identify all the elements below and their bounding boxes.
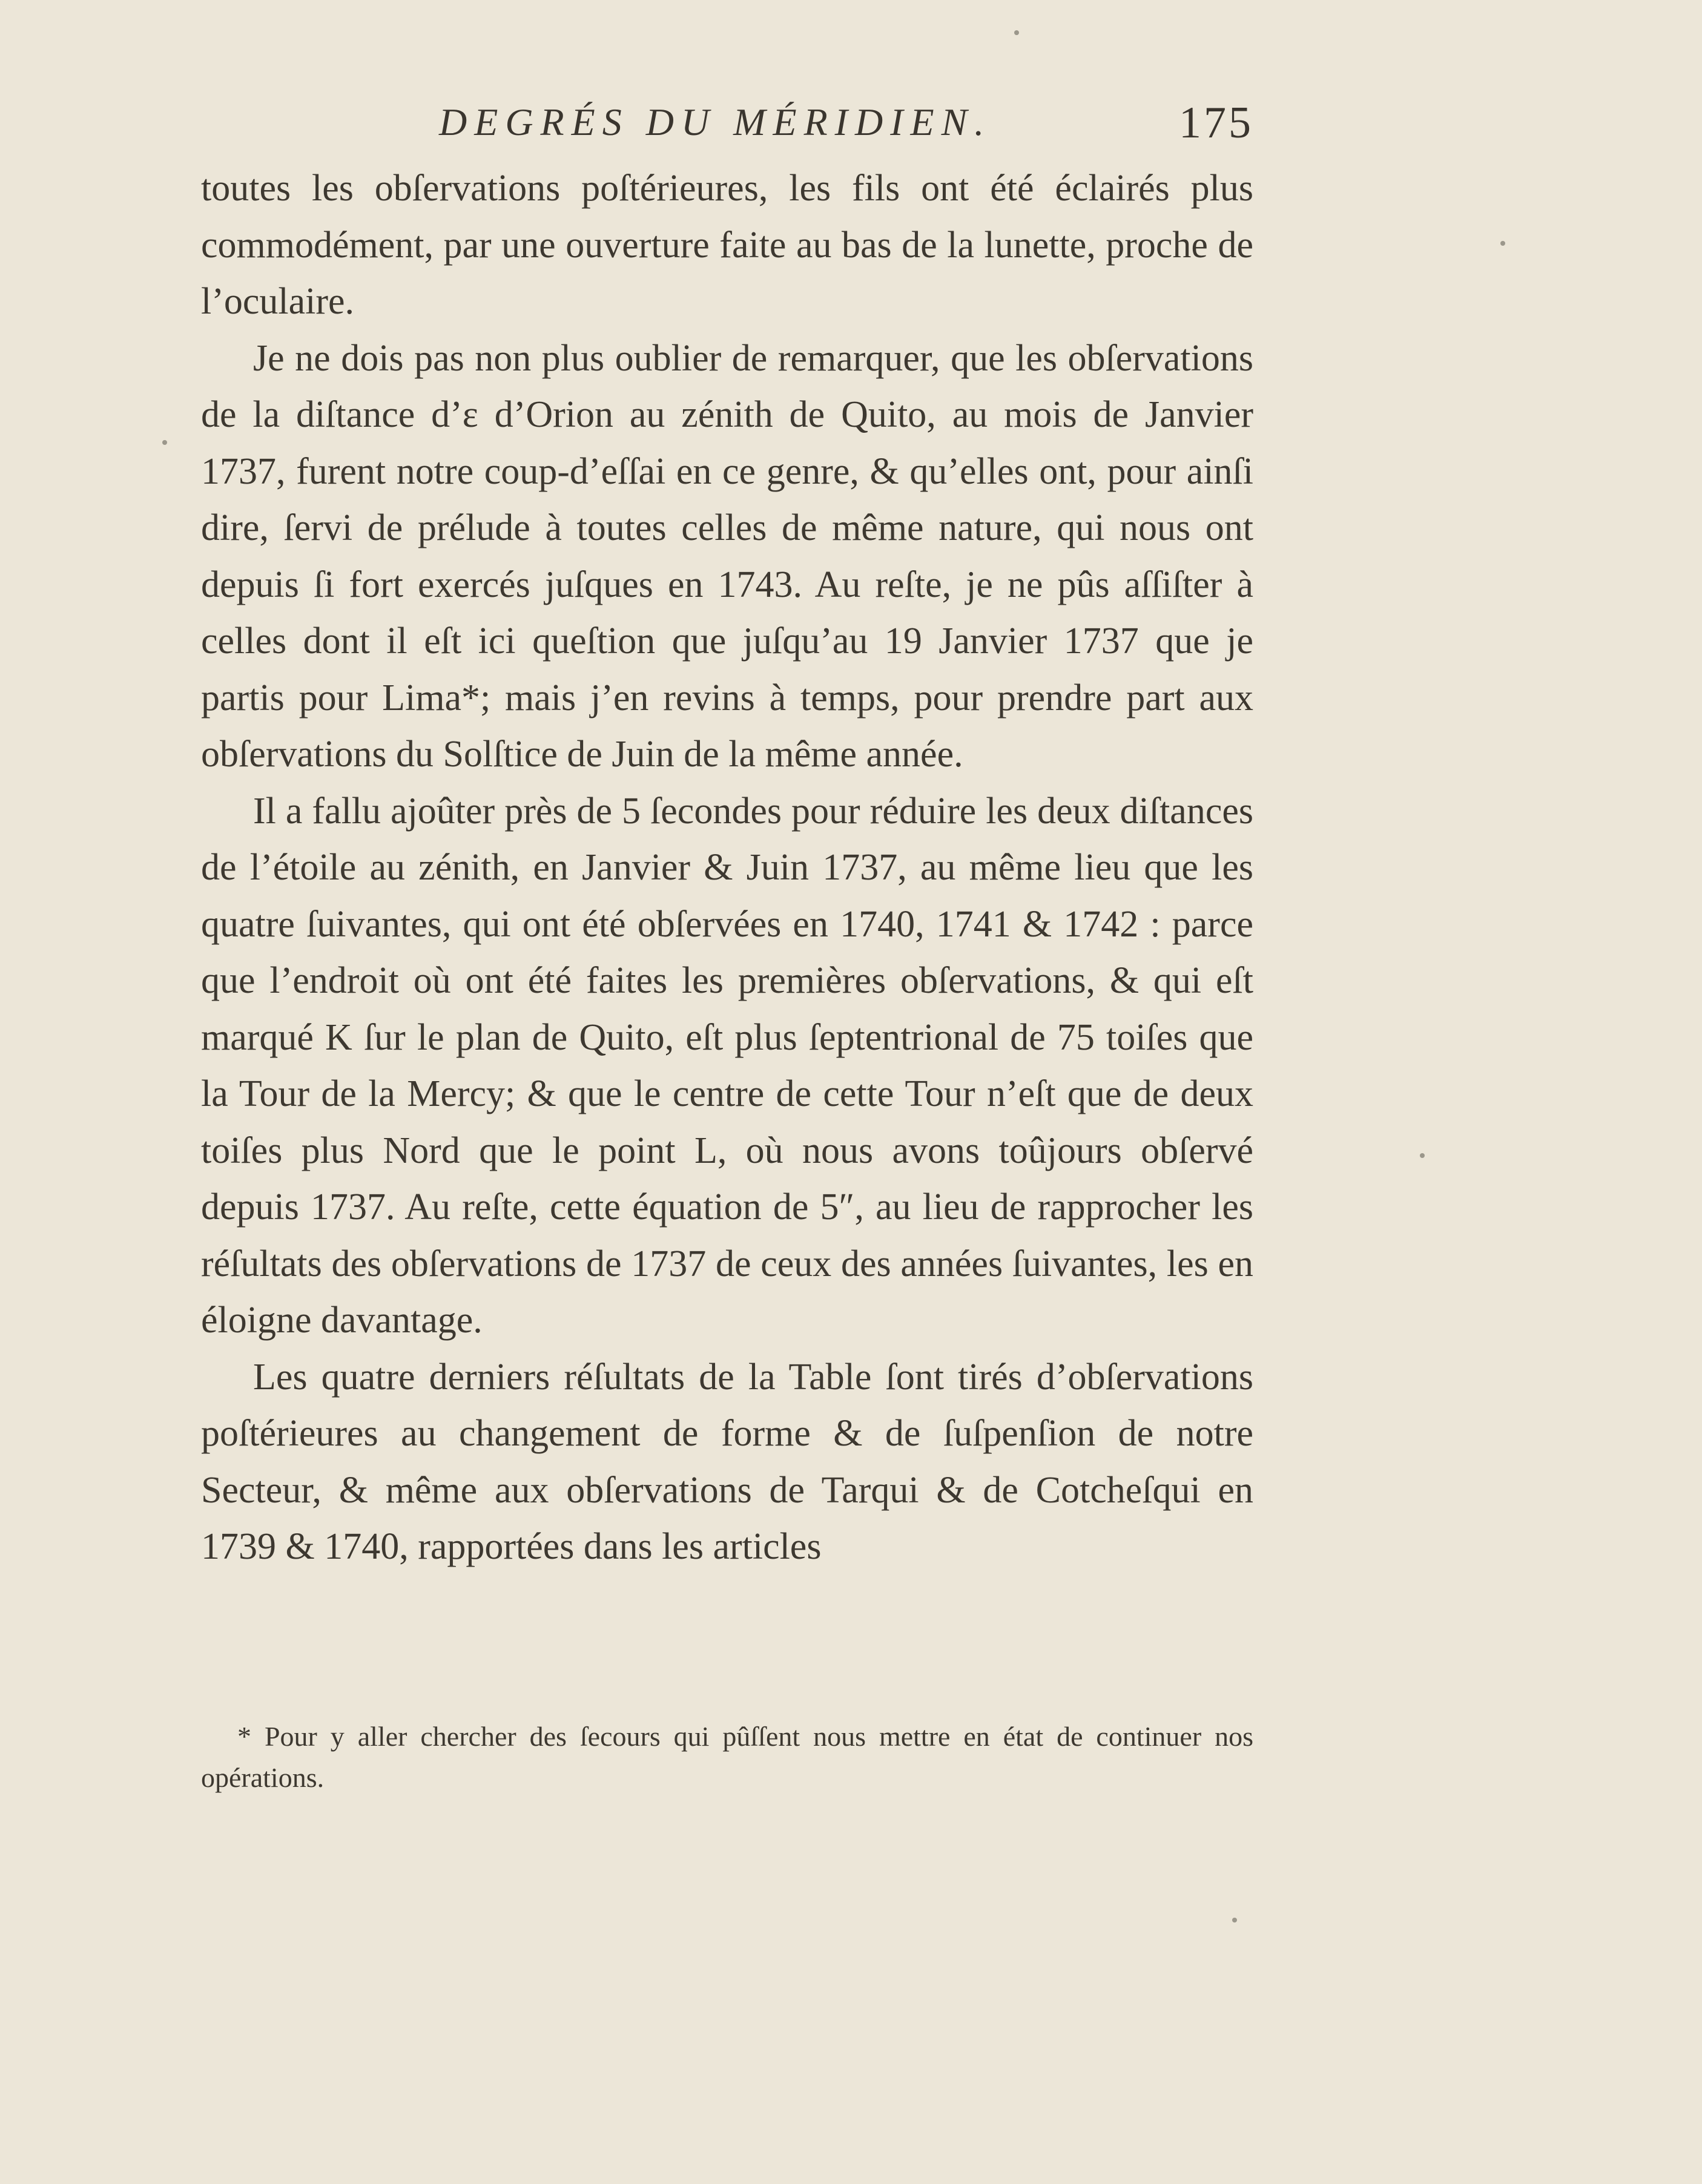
paragraph-1: toutes les obſervations poſtérieures, les fils ont été éclairés plus commodément, par une ouverture faite au bas de la lunette, proche de l’oculaire.	[201, 168, 1253, 322]
page-number: 175	[1179, 98, 1253, 148]
paper-speck	[1014, 30, 1019, 35]
paragraph-2: Je ne dois pas non plus oublier de remarquer, que les obſervations de la diſtance d’ε d’Orion au zénith de Quito, au mois de Janvier 1737, furent notre coup-d’eſſai en ce genre, & qu’elles ont, pour ainſi dire, ſervi de prélude à toutes celles de même nature, qui nous ont depuis ſi fort exercés juſques en 1743. Au reſte, je ne pûs aſſiſter à celles dont il eſt ici queſtion que juſqu’au 19 Janvier 1737 que je partis pour Lima*; mais j’en revins à temps, pour prendre part aux obſervations du Solſtice de Juin de la même année.	[201, 337, 1253, 775]
paper-speck	[1232, 1918, 1237, 1923]
paragraph-4: Les quatre derniers réſultats de la Table ſont tirés d’obſervations poſtérieures au changement de forme & de ſuſpenſion de notre Secteur, & même aux obſervations de Tarqui & de Cotcheſqui en 1739 & 1740, rapportées dans les articles	[201, 1356, 1253, 1567]
running-title: DEGRÉS DU MÉRIDIEN.	[439, 100, 992, 143]
paper-speck	[1500, 241, 1505, 246]
footnote: * Pour y aller chercher des ſecours qui pûſſent nous mettre en état de continuer nos opérations.	[201, 1721, 1253, 1793]
page-header	[200, 100, 1253, 160]
body-text	[201, 160, 1253, 1576]
paper-speck	[1420, 1153, 1425, 1158]
paper-speck	[162, 440, 167, 445]
paragraph-3: Il a fallu ajoûter près de 5 ſecondes pour réduire les deux diſtances de l’étoile au zénith, en Janvier & Juin 1737, au même lieu que les quatre ſuivantes, qui ont été obſervées en 1740, 1741 & 1742 : parce que l’endroit où ont été faites les premières obſervations, & qui eſt marqué K ſur le plan de Quito, eſt plus ſeptentrional de 75 toiſes que la Tour de la Mercy; & que le centre de cette Tour n’eſt que de deux toiſes plus Nord que le point L, où nous avons toûjours obſervé depuis 1737. Au reſte, cette équation de 5″, au lieu de rapprocher les réſultats des obſervations de 1737 de ceux des années ſuivantes, les en éloigne davantage.	[201, 790, 1253, 1341]
